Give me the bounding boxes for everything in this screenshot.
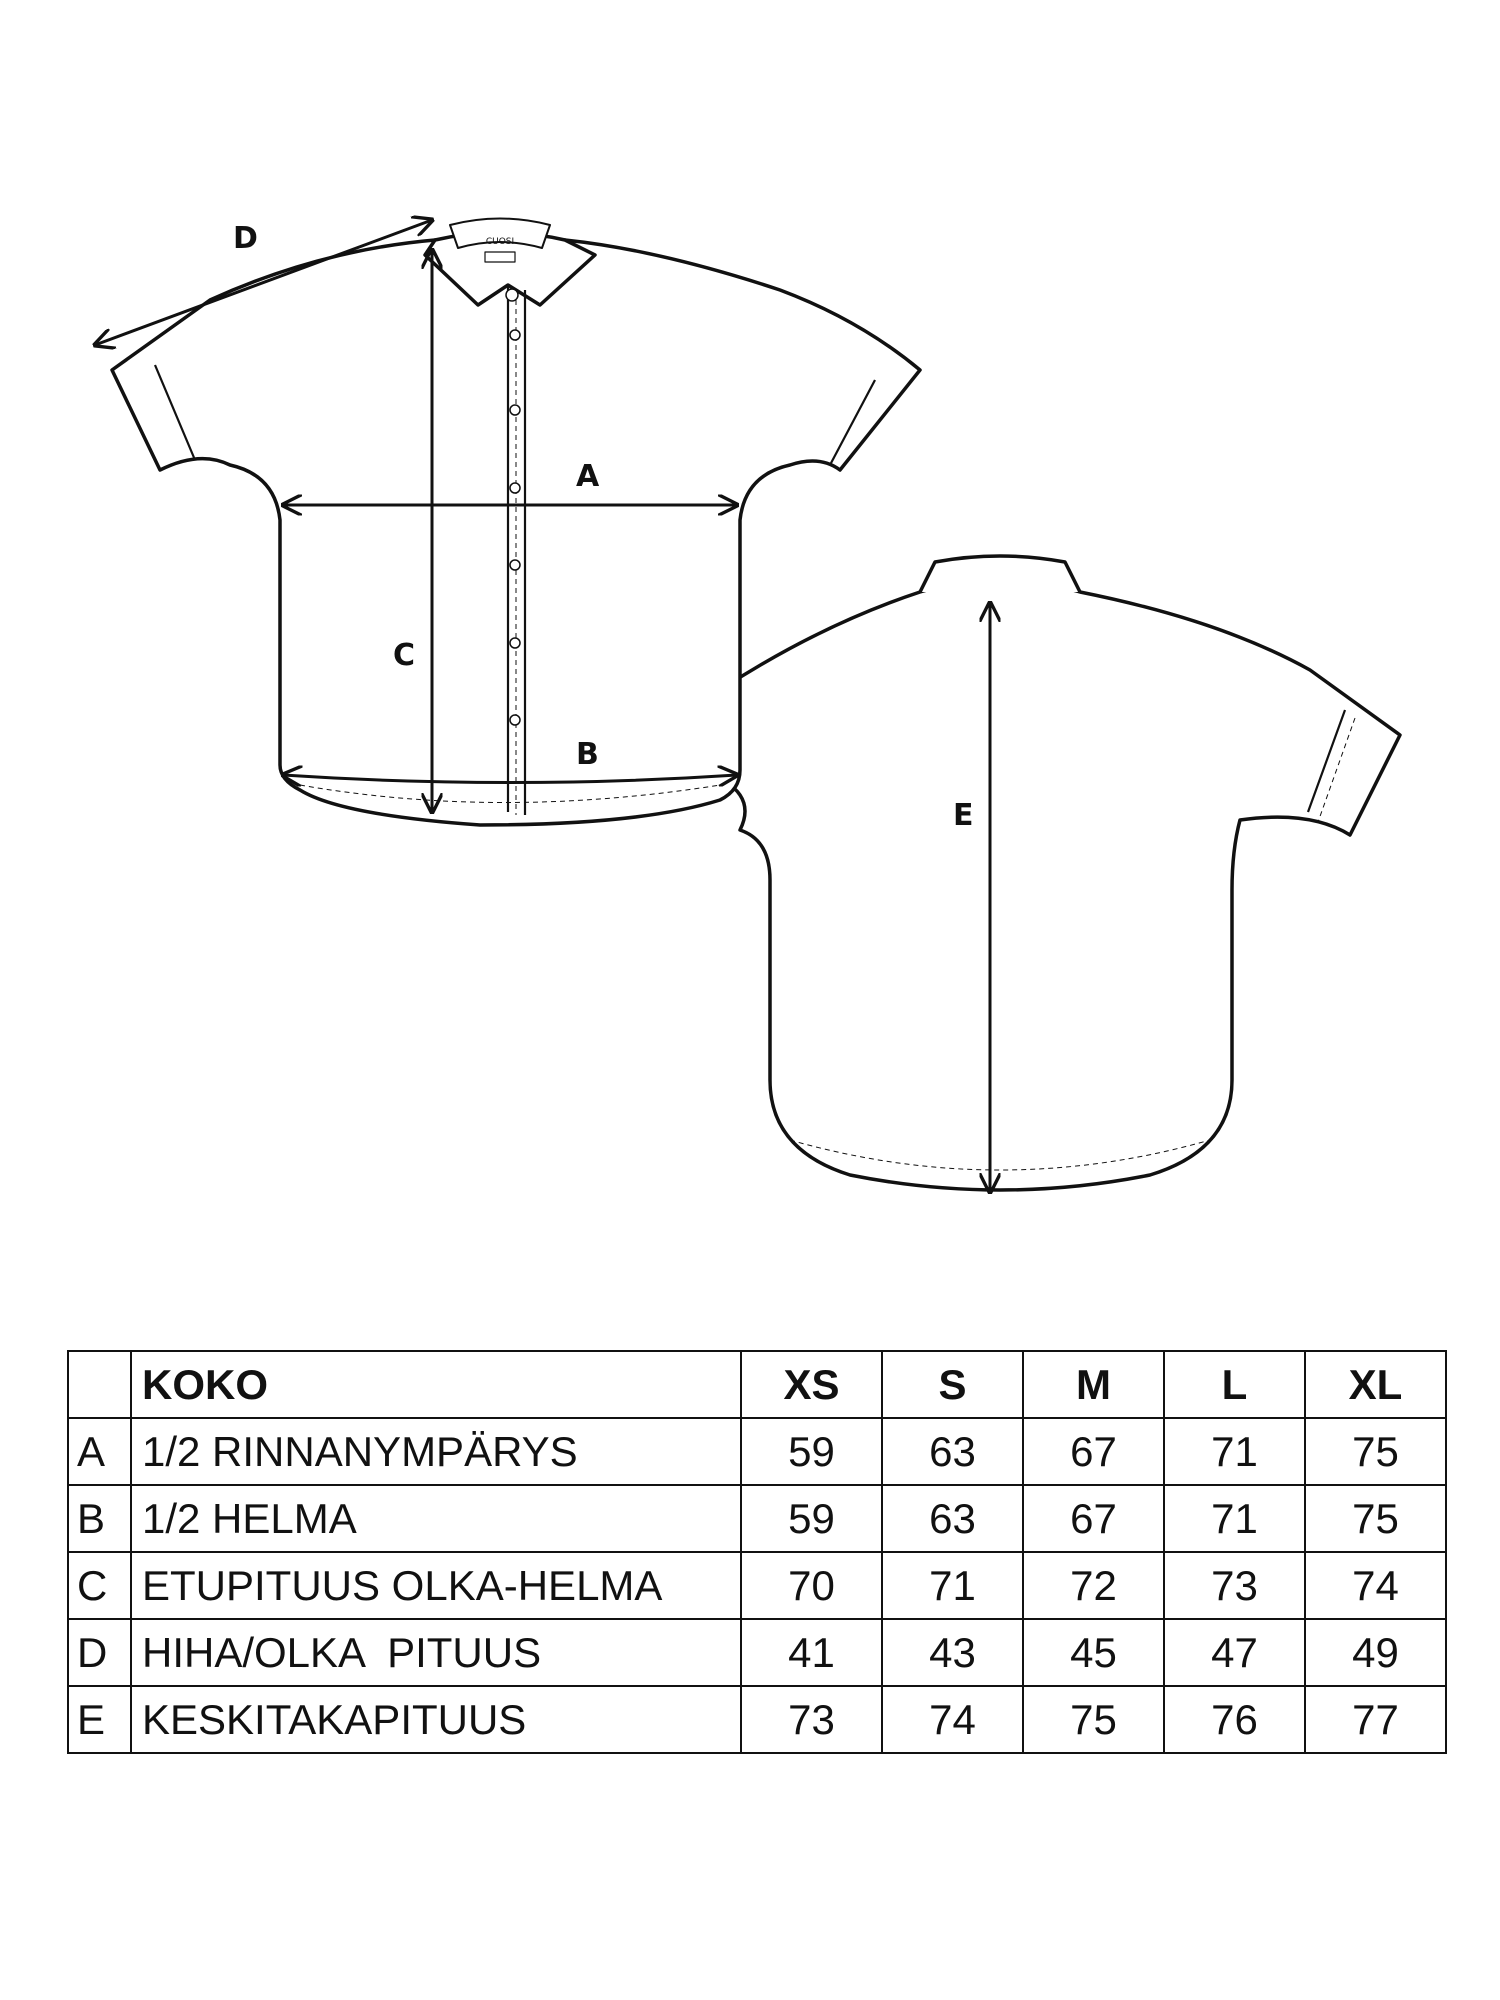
button (510, 638, 520, 648)
cell-value: 77 (1305, 1686, 1446, 1753)
table-row (68, 1552, 1446, 1619)
table-row (68, 1619, 1446, 1686)
row-key: D (68, 1619, 131, 1686)
cell-value: 70 (741, 1552, 882, 1619)
cell-value: 76 (1164, 1686, 1305, 1753)
table-row (68, 1485, 1446, 1552)
size-header: XS (741, 1351, 882, 1418)
row-name: HIHA/OLKA PITUUS (131, 1619, 741, 1686)
cell-value: 71 (882, 1552, 1023, 1619)
row-name: 1/2 HELMA (131, 1485, 741, 1552)
measure-label-a: A (576, 459, 600, 494)
measure-label-e: E (953, 798, 974, 833)
shirt-back-view (679, 556, 1400, 1190)
size-chart-table (67, 1350, 1447, 1754)
cell-value: 73 (1164, 1552, 1305, 1619)
cell-value: 75 (1023, 1686, 1164, 1753)
size-header: S (882, 1351, 1023, 1418)
row-name: KESKITAKAPITUUS (131, 1686, 741, 1753)
row-key: A (68, 1418, 131, 1485)
row-key: E (68, 1686, 131, 1753)
cell-value: 74 (1305, 1552, 1446, 1619)
cell-value: 72 (1023, 1552, 1164, 1619)
cell-value: 59 (741, 1485, 882, 1552)
collar-tag-text: CUOSI (485, 237, 515, 247)
cell-value: 47 (1164, 1619, 1305, 1686)
collar-tag (485, 252, 515, 262)
cell-value: 59 (741, 1418, 882, 1485)
cell-value: 63 (882, 1485, 1023, 1552)
back-body-outline (679, 580, 1400, 1190)
button (506, 289, 518, 301)
button (510, 560, 520, 570)
cell-value: 45 (1023, 1619, 1164, 1686)
measure-label-d: D (233, 221, 258, 256)
measure-label-c: C (393, 638, 416, 673)
button (510, 483, 520, 493)
cell-value: 74 (882, 1686, 1023, 1753)
header-title: KOKO (131, 1351, 741, 1418)
button (510, 405, 520, 415)
cell-value: 49 (1305, 1619, 1446, 1686)
table-header-row (68, 1351, 1446, 1418)
button (510, 330, 520, 340)
header-corner-cell (68, 1351, 131, 1418)
row-key: C (68, 1552, 131, 1619)
cell-value: 67 (1023, 1418, 1164, 1485)
cell-value: 75 (1305, 1485, 1446, 1552)
cell-value: 71 (1164, 1418, 1305, 1485)
size-header: M (1023, 1351, 1164, 1418)
row-name: 1/2 RINNANYMPÄRYS (131, 1418, 741, 1485)
row-key: B (68, 1485, 131, 1552)
cell-value: 41 (741, 1619, 882, 1686)
cell-value: 67 (1023, 1485, 1164, 1552)
row-name: ETUPITUUS OLKA-HELMA (131, 1552, 741, 1619)
table-row (68, 1418, 1446, 1485)
size-header: XL (1305, 1351, 1446, 1418)
cell-value: 63 (882, 1418, 1023, 1485)
cell-value: 43 (882, 1619, 1023, 1686)
cell-value: 75 (1305, 1418, 1446, 1485)
size-header: L (1164, 1351, 1305, 1418)
back-collar (920, 556, 1080, 592)
cell-value: 73 (741, 1686, 882, 1753)
table-row (68, 1686, 1446, 1753)
button (510, 715, 520, 725)
measure-label-b: B (576, 737, 599, 772)
cell-value: 71 (1164, 1485, 1305, 1552)
